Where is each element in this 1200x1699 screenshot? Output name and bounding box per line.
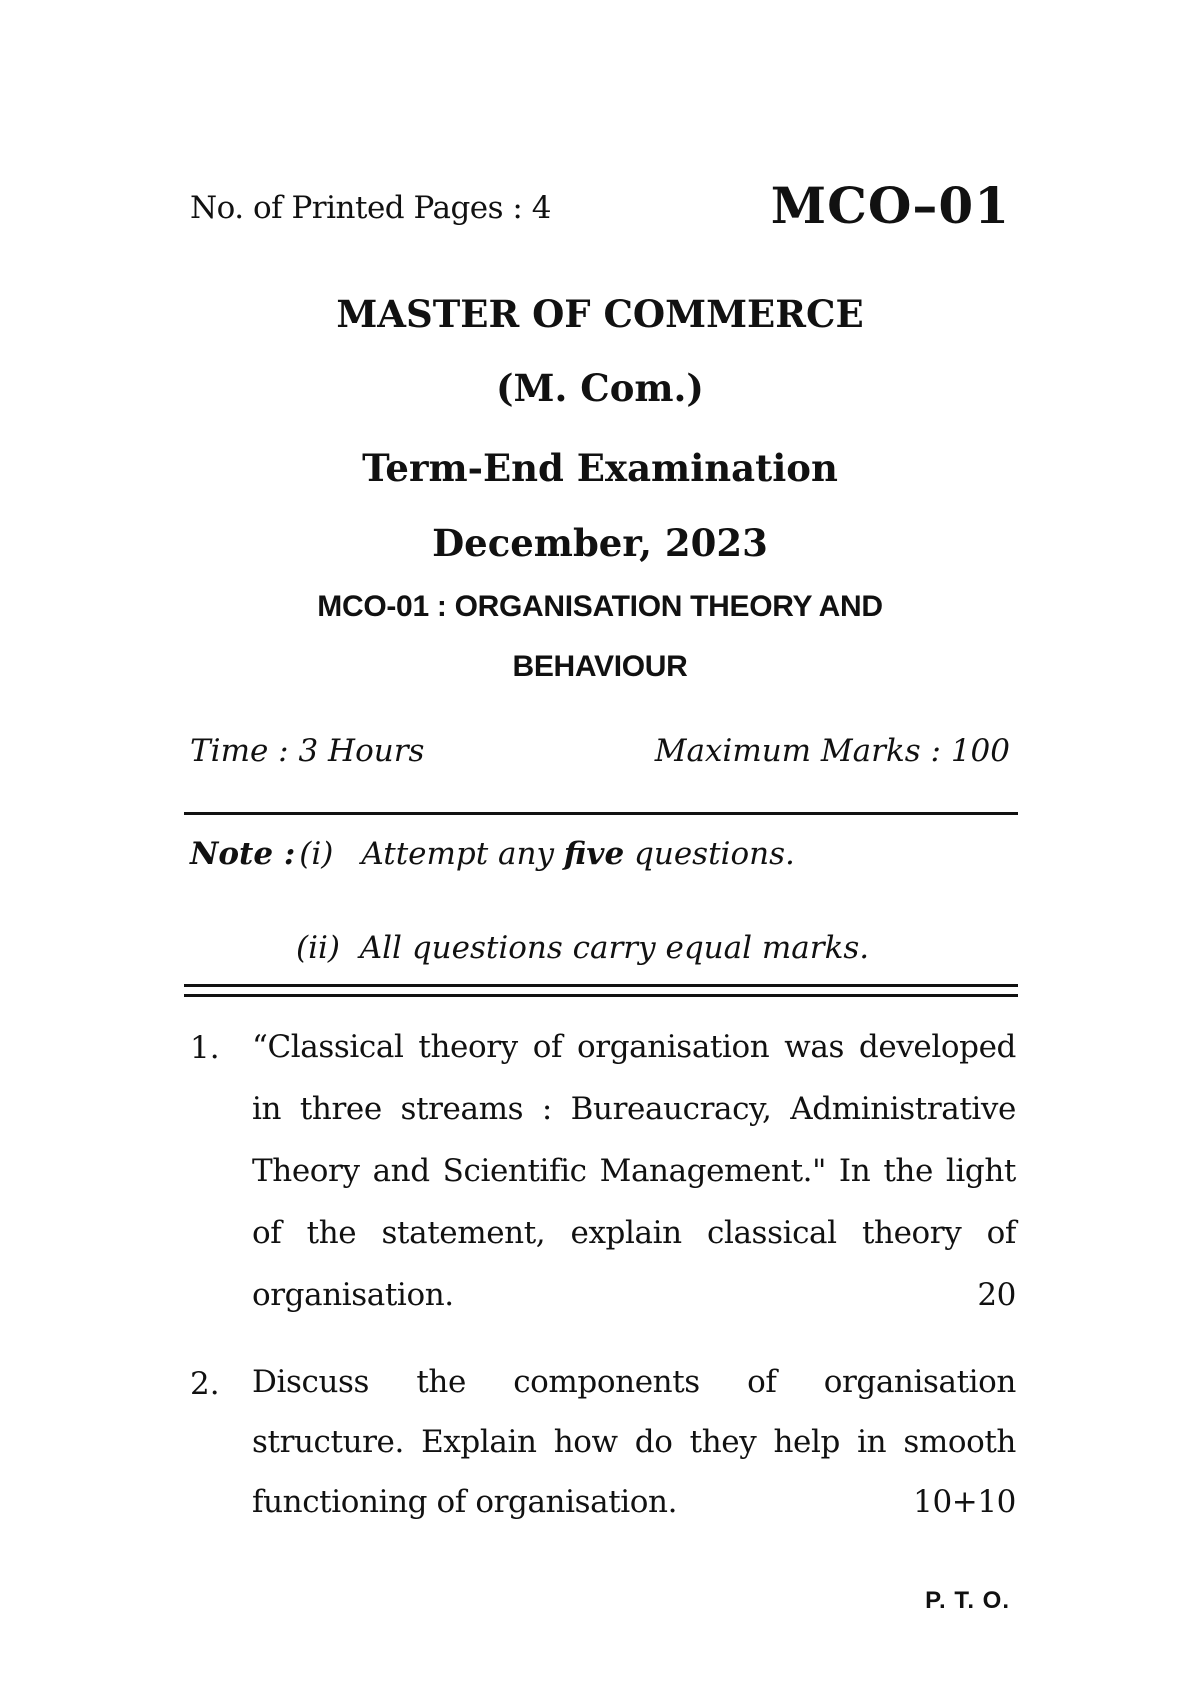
exam-session: December, 2023 — [432, 521, 768, 565]
question-number: 1. — [190, 1030, 220, 1066]
degree-abbreviation: (M. Com.) — [496, 366, 704, 410]
note-marker-2: (ii) — [296, 930, 341, 966]
exam-duration: Time : 3 Hours — [190, 733, 425, 769]
subject-title-line-2: BEHAVIOUR — [512, 650, 688, 683]
exam-title: Term-End Examination — [362, 446, 838, 490]
question-text — [252, 1352, 1016, 1532]
subject-title-line-1: MCO-01 : ORGANISATION THEORY AND — [317, 590, 883, 623]
question-marks: 10+10 — [913, 1484, 1016, 1520]
degree-title: MASTER OF COMMERCE — [336, 292, 864, 336]
question-statement: Discuss the components of organisation structure. Explain how do they help in smooth functioning of organisation. — [252, 1364, 1016, 1520]
note-item-1 — [190, 836, 795, 872]
double-divider-top — [184, 984, 1018, 987]
divider-line — [184, 812, 1018, 815]
note-item-2 — [296, 930, 869, 966]
please-turn-over: P. T. O. — [925, 1587, 1010, 1614]
course-code: MCO–01 — [770, 176, 1010, 235]
note-text-1-start: Attempt any — [361, 836, 555, 872]
note-text-1 — [361, 836, 794, 872]
maximum-marks: Maximum Marks : 100 — [654, 733, 1010, 769]
question-number: 2. — [190, 1366, 220, 1402]
question-statement: “Classical theory of organisation was developed in three streams : Bureaucracy, Administrative Theory and Scientific Management." In the light of the statement, explain classical theory of organisation. — [252, 1029, 1016, 1313]
note-text-1-emphasis: five — [563, 836, 625, 872]
note-text-2: All questions carry equal marks. — [359, 930, 870, 966]
note-text-1-end: questions. — [634, 836, 795, 872]
note-marker-1: (i) — [299, 836, 334, 872]
question-marks: 20 — [977, 1277, 1016, 1313]
question-text — [252, 1016, 1016, 1326]
printed-pages-count: No. of Printed Pages : 4 — [190, 190, 551, 226]
note-label: Note : — [190, 836, 296, 872]
double-divider-bottom — [184, 994, 1018, 997]
